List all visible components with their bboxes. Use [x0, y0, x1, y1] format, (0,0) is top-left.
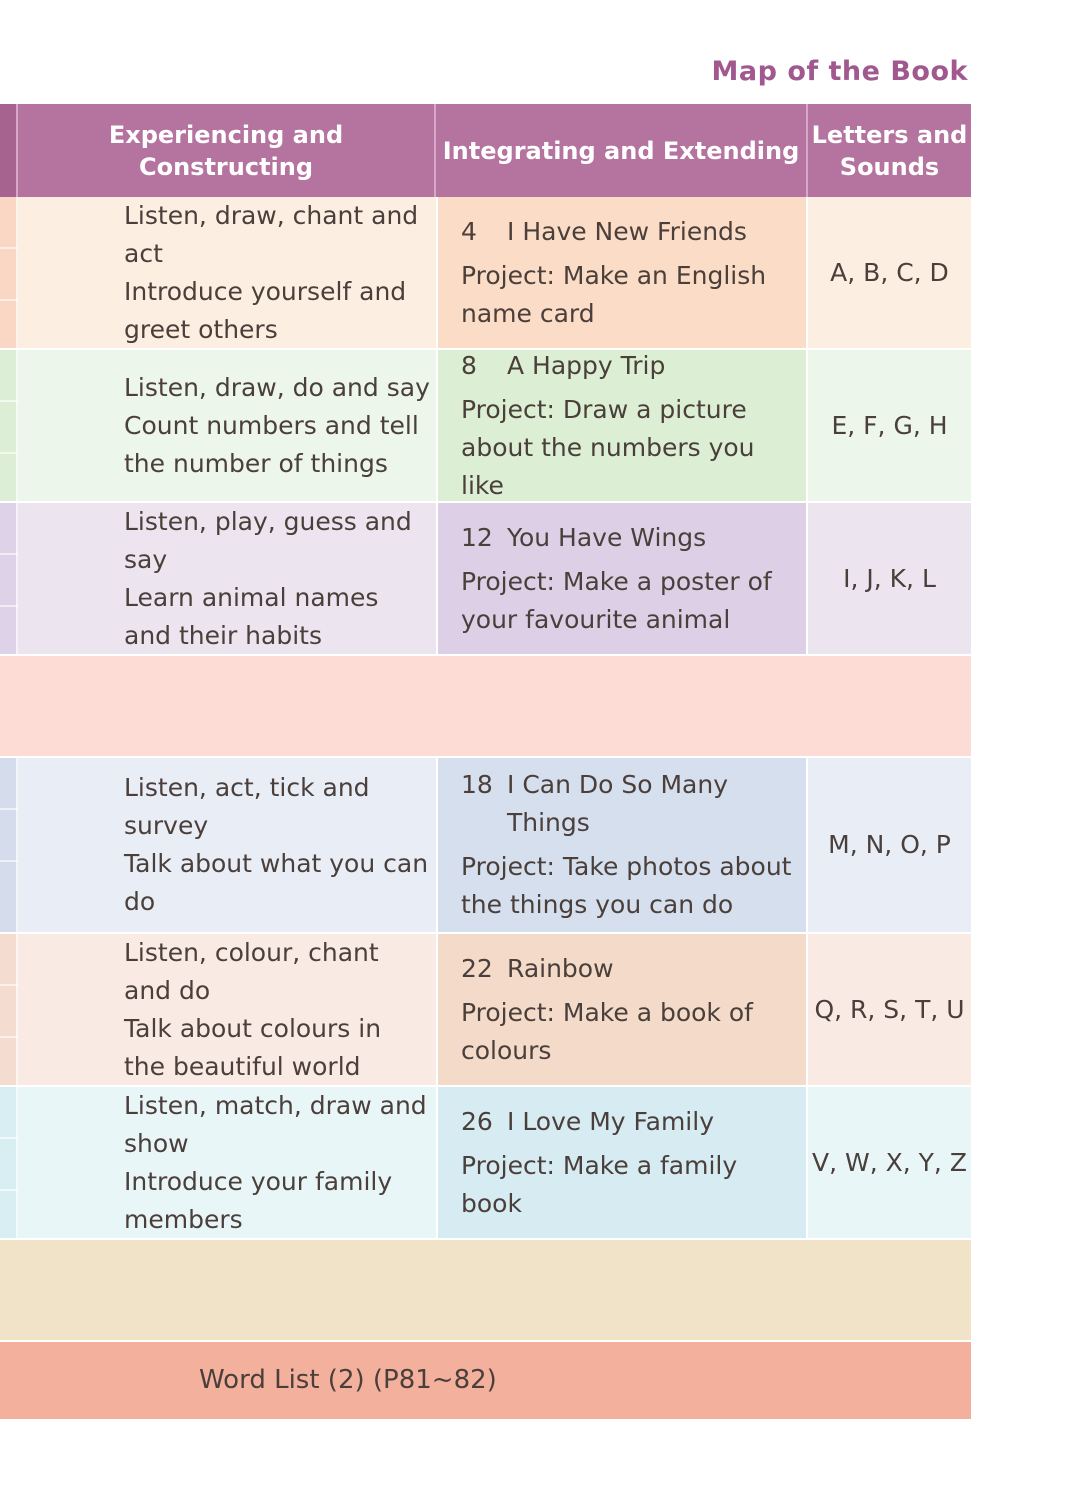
project-text: Project: Make a family book [461, 1150, 738, 1218]
table-row [0, 197, 971, 350]
goal-text: Count numbers and tell the number of things [124, 410, 419, 478]
header-integrating: Integrating and Extending [436, 104, 808, 197]
experiencing-cell [18, 758, 436, 932]
unit-number: 22 [461, 953, 493, 983]
table-row [0, 503, 971, 656]
integrating-cell [436, 350, 808, 501]
unit-title: I Can Do So Many Things [507, 770, 729, 837]
project-text: Project: Make an English name card [461, 260, 767, 328]
table-row [0, 758, 971, 934]
project-text: Project: Make a book of colours [461, 997, 753, 1065]
unit-number: 18 [461, 770, 493, 799]
unit-heading [461, 519, 800, 557]
integrating-cell [436, 503, 808, 654]
unit-number: 12 [461, 522, 493, 552]
activities-text: Listen, act, tick and survey [124, 773, 370, 840]
goal-text: Introduce yourself and greet others [124, 276, 407, 344]
activities-text: Listen, draw, do and say [124, 372, 430, 402]
activities-text: Listen, play, guess and say [124, 506, 412, 574]
row-edge-tab [0, 197, 18, 348]
word-list-bar [0, 1342, 971, 1419]
experiencing-cell [18, 350, 436, 501]
word-list-label: Word List (2) (P81~82) [199, 1365, 497, 1395]
unit-heading [461, 766, 800, 842]
unit-heading [461, 213, 800, 251]
goal-text: Talk about what you can do [124, 849, 429, 916]
goal-text: Introduce your family members [124, 1166, 393, 1234]
unit-heading [461, 950, 800, 988]
activities-text: Listen, draw, chant and act [124, 200, 419, 268]
activities-text: Listen, match, draw and show [124, 1090, 427, 1158]
header-experiencing: Experiencing and Constructing [18, 104, 436, 197]
integrating-cell [436, 197, 808, 348]
unit-title: A Happy Trip [507, 350, 666, 380]
review-band-2 [0, 1240, 971, 1342]
project-text: Project: Make a poster of your favourite animal [461, 566, 772, 634]
unit-title: You Have Wings [507, 522, 707, 552]
row-edge-tab [0, 1087, 18, 1238]
experiencing-cell [18, 197, 436, 348]
unit-title: I Have New Friends [507, 216, 747, 246]
row-edge-tab [0, 350, 18, 501]
review-band [0, 656, 971, 758]
project-text: Project: Take photos about the things you can do [461, 852, 792, 919]
row-edge-tab [0, 934, 18, 1085]
unit-title: Rainbow [507, 953, 614, 983]
letters-cell: M, N, O, P [808, 758, 971, 932]
unit-heading [461, 347, 800, 385]
unit-heading [461, 1103, 800, 1141]
letters-cell: A, B, C, D [808, 197, 971, 348]
activities-text: Listen, colour, chant and do [124, 937, 379, 1005]
unit-number: 26 [461, 1106, 493, 1136]
table-row [0, 1087, 971, 1240]
letters-cell: Q, R, S, T, U [808, 934, 971, 1085]
integrating-cell [436, 1087, 808, 1238]
integrating-cell [436, 758, 808, 932]
unit-number: 4 [461, 216, 477, 246]
unit-number: 8 [461, 350, 477, 380]
table-row [0, 934, 971, 1087]
letters-cell: I, J, K, L [808, 503, 971, 654]
letters-cell: E, F, G, H [808, 350, 971, 501]
book-map-table [0, 104, 971, 1419]
unit-title: I Love My Family [507, 1106, 714, 1136]
experiencing-cell [18, 503, 436, 654]
project-text: Project: Draw a picture about the numbers you like [461, 394, 755, 500]
goal-text: Talk about colours in the beautiful world [124, 1013, 382, 1081]
page-title: Map of the Book [711, 56, 968, 87]
header-edge [0, 104, 18, 197]
table-header [0, 104, 971, 197]
experiencing-cell [18, 1087, 436, 1238]
goal-text: Learn animal names and their habits [124, 582, 379, 650]
row-edge-tab [0, 503, 18, 654]
header-letters: Letters and Sounds [811, 120, 968, 181]
row-edge-tab [0, 758, 18, 932]
experiencing-cell [18, 934, 436, 1085]
integrating-cell [436, 934, 808, 1085]
table-row [0, 350, 971, 503]
letters-cell: V, W, X, Y, Z [808, 1087, 971, 1238]
